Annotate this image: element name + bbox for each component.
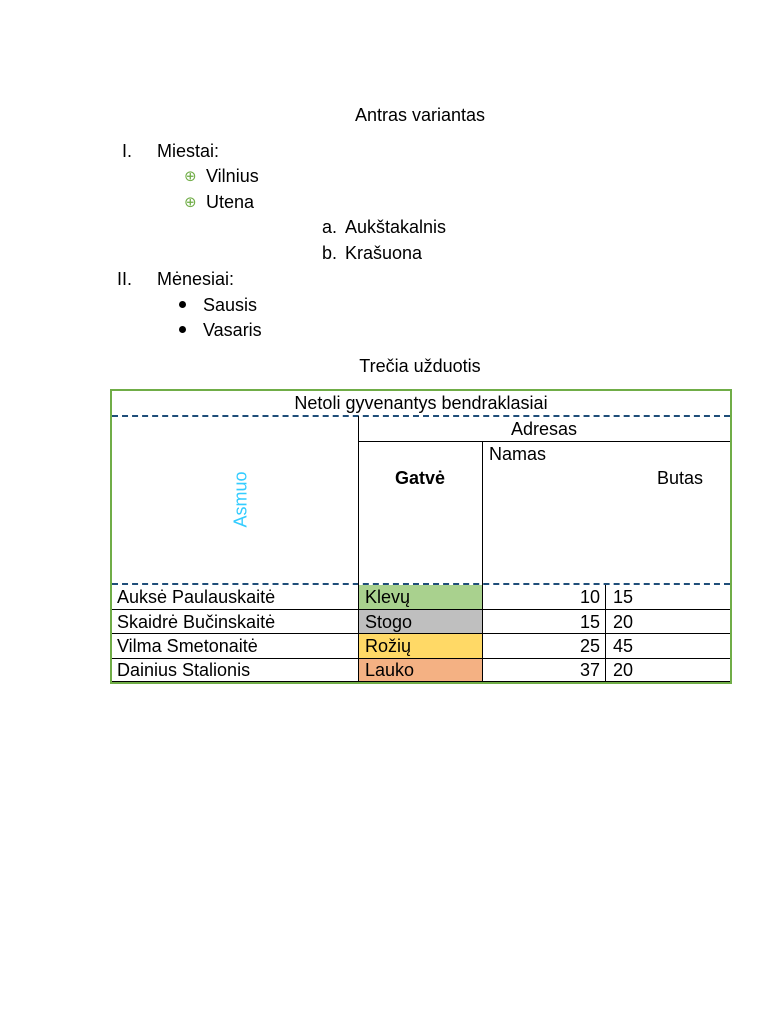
table-hline xyxy=(112,681,730,682)
table-cell-house: 25 xyxy=(579,636,600,656)
table-cell-street: Stogo xyxy=(365,612,413,632)
table-title: Netoli gyvenantys bendraklasiai xyxy=(294,393,548,413)
house-header: Namas xyxy=(489,444,547,464)
table-hline xyxy=(358,441,730,442)
table-cell-name: Dainius Stalionis xyxy=(117,660,251,680)
table-cell-name: Vilma Smetonaitė xyxy=(117,636,258,656)
table-cell-flat: 20 xyxy=(613,660,634,680)
bullet-dot-icon xyxy=(179,326,186,333)
table-cell-house: 15 xyxy=(579,612,600,632)
list-item-utena: Utena xyxy=(206,192,255,212)
table-cell-house: 37 xyxy=(579,660,600,680)
table-cell-street: Lauko xyxy=(365,660,415,680)
list-numeral-1: I. xyxy=(122,141,133,161)
table-cell-name: Skaidrė Bučinskaitė xyxy=(117,612,276,632)
flat-header: Butas xyxy=(657,468,704,488)
list-label-cities: Miestai: xyxy=(157,141,220,161)
table-cell-flat: 20 xyxy=(613,612,634,632)
table-cell-house: 10 xyxy=(579,587,600,607)
table-cell-street: Klevų xyxy=(365,587,411,607)
list-item-vilnius: Vilnius xyxy=(206,166,259,186)
neighbors-table xyxy=(110,389,732,684)
sublist-marker-a: a. xyxy=(322,217,338,237)
table-cell-name: Auksė Paulauskaitė xyxy=(117,587,276,607)
address-header: Adresas xyxy=(510,419,578,439)
table-cell-flat: 15 xyxy=(613,587,634,607)
sublist-marker-b: b. xyxy=(322,243,338,263)
table-hline xyxy=(112,609,730,610)
sublist-item-aukstakalnis: Aukštakalnis xyxy=(345,217,447,237)
table-hline xyxy=(112,633,730,634)
circle-plus-icon: ⊕ xyxy=(184,194,197,211)
sublist-item-krasuona: Krašuona xyxy=(345,243,423,263)
table-dashed-rule xyxy=(112,415,730,417)
section-title: Trečia užduotis xyxy=(359,356,481,376)
list-item-sausis: Sausis xyxy=(203,295,258,315)
table-vline xyxy=(482,441,483,682)
person-header: Asmuo xyxy=(230,471,251,528)
page-heading: Antras variantas xyxy=(354,105,486,125)
list-numeral-2: II. xyxy=(117,269,133,289)
circle-plus-icon: ⊕ xyxy=(184,168,197,185)
table-cell-flat: 45 xyxy=(613,636,634,656)
list-item-vasaris: Vasaris xyxy=(203,320,262,340)
table-cell-street: Rožių xyxy=(365,636,412,656)
bullet-dot-icon xyxy=(179,301,186,308)
table-vline xyxy=(358,416,359,682)
table-hline xyxy=(112,658,730,659)
street-header: Gatvė xyxy=(394,468,446,488)
list-label-months: Mėnesiai: xyxy=(157,269,235,289)
table-dashed-rule xyxy=(112,583,730,585)
